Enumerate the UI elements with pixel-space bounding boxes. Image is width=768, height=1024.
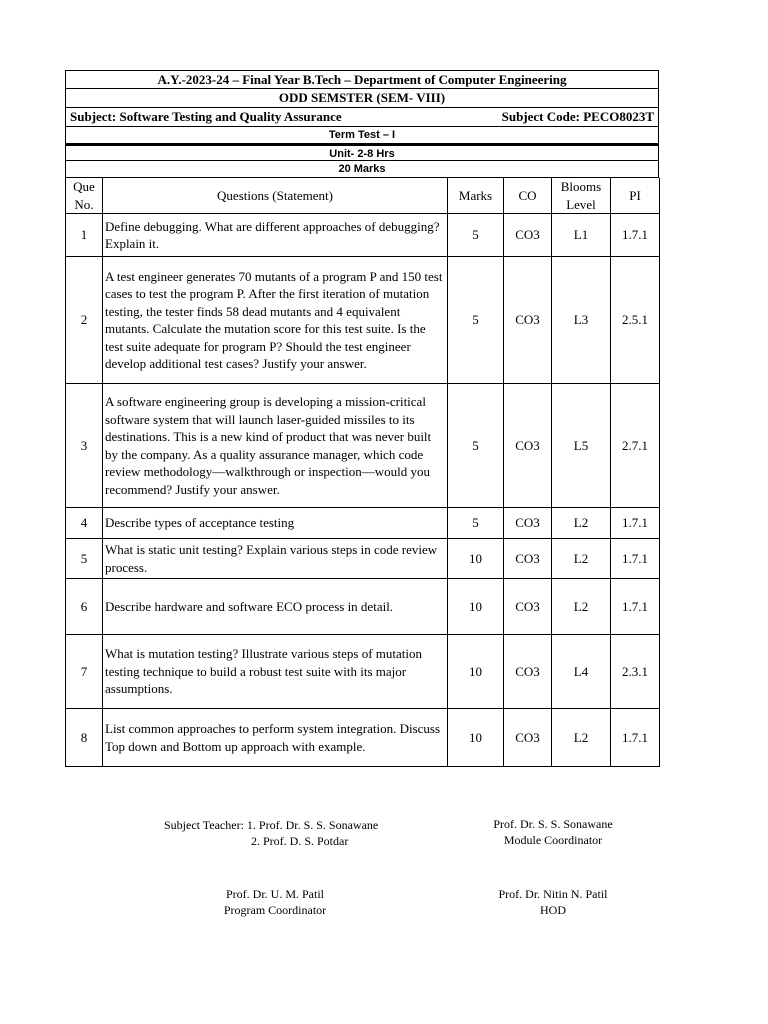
question-marks: 5 bbox=[448, 508, 504, 539]
subject-teacher-line2: 2. Prof. D. S. Potdar bbox=[251, 834, 349, 848]
subject-teacher-line1: Subject Teacher: 1. Prof. Dr. S. S. Sonawane bbox=[164, 818, 379, 832]
question-text: What is static unit testing? Explain various steps in code review process. bbox=[103, 539, 448, 579]
hod-block bbox=[473, 886, 633, 918]
test-title: Term Test – I bbox=[65, 127, 659, 144]
subject-row bbox=[65, 108, 659, 127]
module-coordinator-role: Module Coordinator bbox=[503, 833, 603, 847]
module-coordinator-name: Prof. Dr. S. S. Sonawane bbox=[493, 817, 613, 831]
academic-year-title: A.Y.-2023-24 – Final Year B.Tech – Department of Computer Engineering bbox=[65, 70, 659, 89]
question-pi: 1.7.1 bbox=[611, 214, 660, 257]
subject-code: Subject Code: PECO8023T bbox=[501, 109, 654, 124]
question-level: L2 bbox=[552, 579, 611, 635]
question-level: L4 bbox=[552, 635, 611, 709]
question-marks: 10 bbox=[448, 539, 504, 579]
question-level: L2 bbox=[552, 508, 611, 539]
hod-role: HOD bbox=[540, 903, 566, 917]
question-marks: 5 bbox=[448, 214, 504, 257]
table-row bbox=[66, 384, 660, 508]
table-header-row bbox=[66, 178, 660, 214]
question-number: 4 bbox=[66, 508, 103, 539]
question-marks: 5 bbox=[448, 384, 504, 508]
table-row bbox=[66, 257, 660, 384]
question-co: CO3 bbox=[504, 579, 552, 635]
table-row bbox=[66, 539, 660, 579]
program-coordinator-block bbox=[195, 886, 355, 918]
question-marks: 10 bbox=[448, 579, 504, 635]
question-text: Define debugging. What are different approaches of debugging? Explain it. bbox=[103, 214, 448, 257]
table-row bbox=[66, 508, 660, 539]
program-coordinator-name: Prof. Dr. U. M. Patil bbox=[225, 887, 324, 901]
program-coordinator-role: Program Coordinator bbox=[223, 903, 327, 917]
unit-info: Unit- 2-8 Hrs bbox=[65, 144, 659, 161]
module-coordinator-block bbox=[473, 816, 633, 848]
question-level: L3 bbox=[552, 257, 611, 384]
question-number: 2 bbox=[66, 257, 103, 384]
question-text: What is mutation testing? Illustrate various steps of mutation testing technique to build a robust test suite with its major assumptions. bbox=[103, 635, 448, 709]
table-row bbox=[66, 214, 660, 257]
question-pi: 1.7.1 bbox=[611, 508, 660, 539]
question-marks: 10 bbox=[448, 635, 504, 709]
question-level: L2 bbox=[552, 709, 611, 767]
question-number: 8 bbox=[66, 709, 103, 767]
question-pi: 1.7.1 bbox=[611, 579, 660, 635]
col-header-blooms: Blooms Level bbox=[552, 178, 611, 214]
col-header-marks: Marks bbox=[448, 178, 504, 214]
subject-name: Subject: Software Testing and Quality Assurance bbox=[70, 109, 342, 124]
question-number: 1 bbox=[66, 214, 103, 257]
table-row bbox=[66, 709, 660, 767]
question-text: List common approaches to perform system integration. Discuss Top down and Bottom up approach with example. bbox=[103, 709, 448, 767]
table-row bbox=[66, 635, 660, 709]
question-number: 5 bbox=[66, 539, 103, 579]
col-header-que-no: Que No. bbox=[66, 178, 103, 214]
semester-title: ODD SEMSTER (SEM- VIII) bbox=[65, 89, 659, 108]
question-marks: 5 bbox=[448, 257, 504, 384]
question-co: CO3 bbox=[504, 635, 552, 709]
total-marks: 20 Marks bbox=[65, 161, 659, 178]
question-text: A test engineer generates 70 mutants of a program P and 150 test cases to test the program P. After the first iteration of mutation testing, the tester finds 58 dead mutants and 4 equivalent mutants. Calculate the mutation score for this test suite. Is the test suite adequate for program P? Should the test engineer develop additional test cases? Justify your answer. bbox=[103, 257, 448, 384]
hod-name: Prof. Dr. Nitin N. Patil bbox=[498, 887, 608, 901]
question-co: CO3 bbox=[504, 508, 552, 539]
question-level: L1 bbox=[552, 214, 611, 257]
question-co: CO3 bbox=[504, 214, 552, 257]
question-text: Describe types of acceptance testing bbox=[103, 508, 448, 539]
questions-table bbox=[65, 178, 660, 767]
col-header-question: Questions (Statement) bbox=[103, 178, 448, 214]
question-level: L5 bbox=[552, 384, 611, 508]
question-pi: 2.7.1 bbox=[611, 384, 660, 508]
question-number: 3 bbox=[66, 384, 103, 508]
question-number: 6 bbox=[66, 579, 103, 635]
question-co: CO3 bbox=[504, 257, 552, 384]
question-level: L2 bbox=[552, 539, 611, 579]
question-co: CO3 bbox=[504, 539, 552, 579]
question-pi: 1.7.1 bbox=[611, 709, 660, 767]
question-pi: 2.5.1 bbox=[611, 257, 660, 384]
question-pi: 1.7.1 bbox=[611, 539, 660, 579]
question-text: Describe hardware and software ECO process in detail. bbox=[103, 579, 448, 635]
question-paper bbox=[65, 70, 659, 767]
question-pi: 2.3.1 bbox=[611, 635, 660, 709]
table-row bbox=[66, 579, 660, 635]
question-text: A software engineering group is developing a mission-critical software system that will launch laser-guided missiles to its destinations. This is a new kind of product that was never built by the company. As a quality assurance manager, which code review methodology—walkthrough or inspection—would you recommend? Justify your answer. bbox=[103, 384, 448, 508]
subject-teacher-block bbox=[164, 817, 378, 849]
question-marks: 10 bbox=[448, 709, 504, 767]
question-co: CO3 bbox=[504, 709, 552, 767]
question-number: 7 bbox=[66, 635, 103, 709]
col-header-pi: PI bbox=[611, 178, 660, 214]
question-co: CO3 bbox=[504, 384, 552, 508]
col-header-co: CO bbox=[504, 178, 552, 214]
